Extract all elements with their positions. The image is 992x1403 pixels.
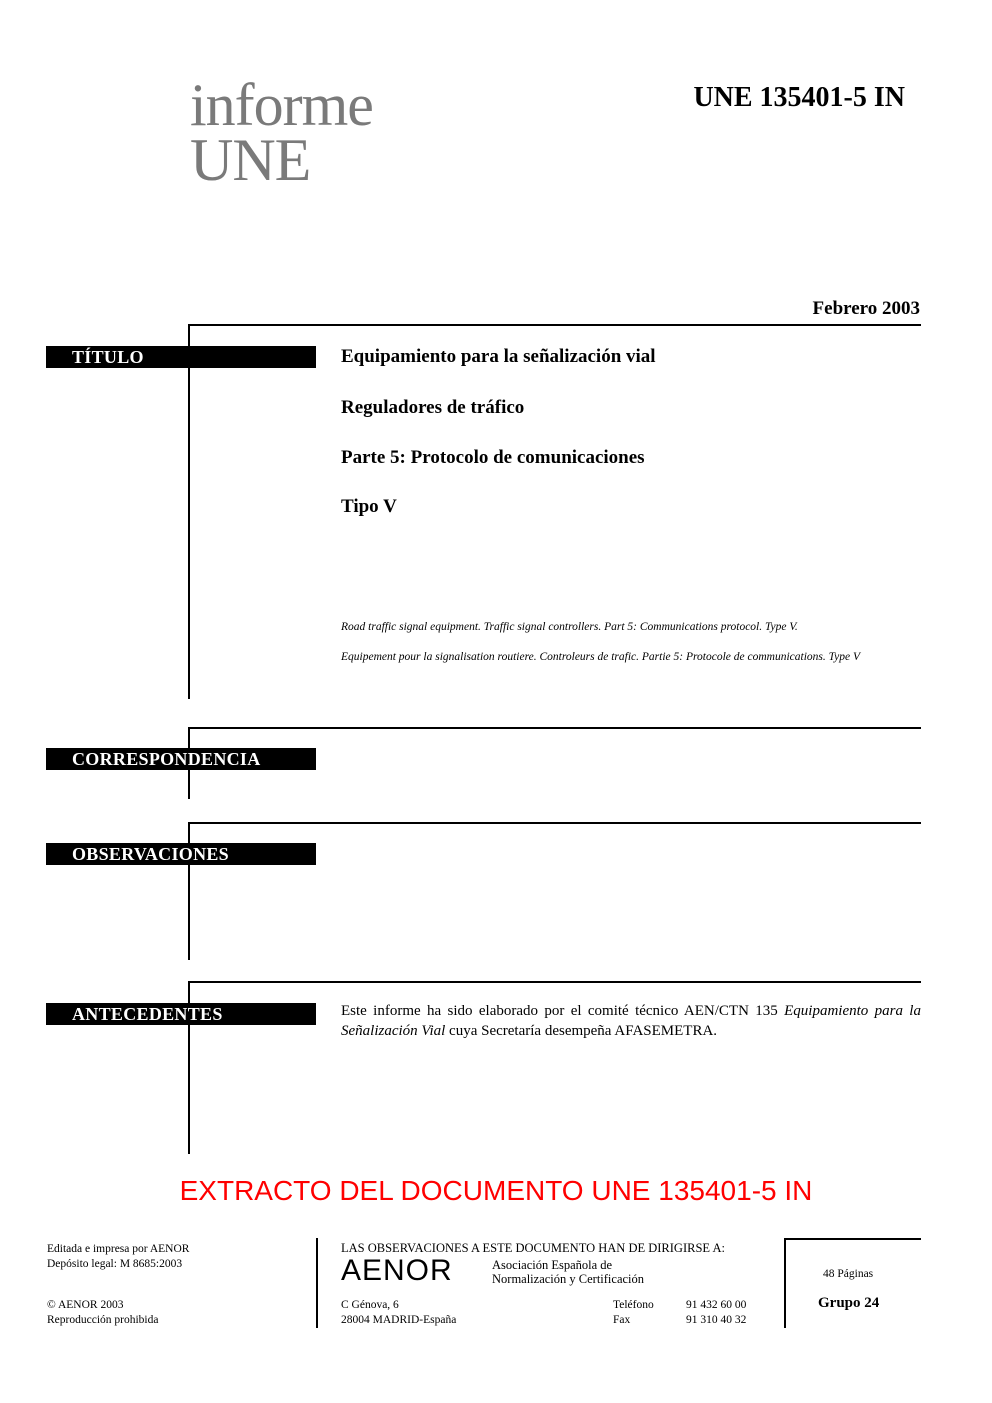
title-line-4: Tipo V (341, 496, 397, 517)
observations-note: LAS OBSERVACIONES A ESTE DOCUMENTO HAN DE DIRIGIRSE A: (341, 1241, 725, 1255)
rule-correspondencia (188, 727, 921, 729)
address-line-2: 28004 MADRID-España (341, 1314, 457, 1326)
edited-by: Editada e impresa por AENOR (47, 1243, 190, 1255)
reproduction-notice: Reproducción prohibida (47, 1314, 159, 1326)
aenor-name-line-1: Asociación Española de (492, 1258, 613, 1272)
section-label-correspondencia: CORRESPONDENCIA (46, 748, 316, 770)
section-label-titulo: TÍTULO (46, 346, 316, 368)
antecedentes-text (341, 1001, 921, 1041)
title-line-3: Parte 5: Protocolo de comunicaciones (341, 447, 645, 468)
copyright: © AENOR 2003 (47, 1299, 124, 1311)
fax-value: 91 310 40 32 (686, 1314, 747, 1326)
aenor-logo: AENOR (341, 1254, 453, 1287)
section-label-observaciones: OBSERVACIONES (46, 843, 316, 865)
committee-name: Equipamiento para la Señalización Vial (341, 1003, 921, 1039)
section-label-antecedentes: ANTECEDENTES (46, 1003, 316, 1025)
french-title: Equipement pour la signalisation routiere. Controleurs de trafic. Partie 5: Protocole de communications. Type V (341, 651, 861, 663)
rule-observaciones (188, 822, 921, 824)
aenor-full-name (492, 1258, 644, 1286)
document-code: UNE 135401-5 IN (693, 82, 905, 113)
english-title: Road traffic signal equipment. Traffic signal controllers. Part 5: Communications protocol. Type V. (341, 621, 798, 633)
informe-une-logo (190, 72, 373, 193)
extract-watermark: EXTRACTO DEL DOCUMENTO UNE 135401-5 IN (179, 1175, 813, 1206)
antecedentes-text-end: cuya Secretaría desempeña AFASEMETRA. (445, 1023, 718, 1039)
rule-titulo (188, 324, 921, 326)
logo-line-informe: informe (190, 72, 373, 138)
rule-antecedentes (188, 981, 921, 983)
fax-label: Fax (613, 1314, 631, 1326)
pages-box-top (784, 1238, 921, 1240)
publication-date: Febrero 2003 (812, 298, 920, 319)
address-line-1: C Génova, 6 (341, 1299, 399, 1311)
legal-deposit: Depósito legal: M 8685:2003 (47, 1258, 183, 1270)
price-group: Grupo 24 (818, 1295, 880, 1311)
pages-box-left (784, 1238, 786, 1328)
page-count: 48 Páginas (823, 1268, 874, 1280)
title-line-1: Equipamiento para la señalización vial (341, 346, 656, 367)
logo-line-une: UNE (190, 127, 311, 193)
footer-divider-left (316, 1238, 318, 1328)
aenor-name-line-2: Normalización y Certificación (492, 1272, 645, 1286)
title-line-2: Reguladores de tráfico (341, 397, 525, 418)
antecedentes-text-start: Este informe ha sido elaborado por el comité técnico AEN/CTN 135 (341, 1003, 785, 1019)
phone-value: 91 432 60 00 (686, 1299, 747, 1311)
phone-label: Teléfono (613, 1299, 654, 1311)
vrule-titulo (188, 324, 190, 699)
